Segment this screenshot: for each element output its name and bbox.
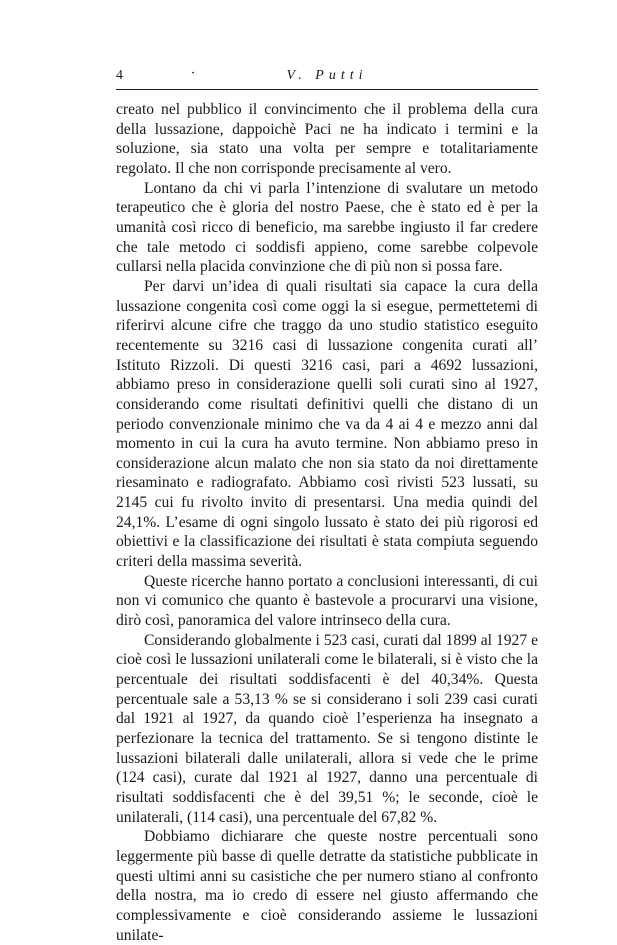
running-title: V. Putti [286, 68, 368, 83]
header-rule [116, 89, 538, 90]
paragraph-continuation: creato nel pubblico il convincimento che il problema della cura della lussazione, dappoichè Paci ne ha indicato i termini e la soluzione, sia stato una volta per sempre e totalitariamente regolato. Il che non corrisponde precisamente al vero. [116, 101, 538, 177]
running-header [116, 64, 538, 90]
paragraph: Dobbiamo dichiarare che queste nostre percentuali sono leggermente più basse di quelle detratte da statistiche pubblicate in questi ultimi anni su casistiche che per numero stiano al confronto della nostra, ma io credo di essere nel giusto affermando che complessivamente e cioè considerando assieme le lussazioni unilate- [116, 828, 538, 944]
body-text [116, 100, 538, 945]
paragraph: Queste ricerche hanno portato a conclusioni interessanti, di cui non vi comunico che quanto è bastevole a procurarvi una visione, dirò così, panoramica del valore intrinseco della cura. [116, 572, 538, 630]
paragraph: Considerando globalmente i 523 casi, curati dal 1899 al 1927 e cioè così le lussazioni unilaterali come le bilaterali, si è visto che la percentuale dei risultati soddisfacenti è del 40,34%. Questa percentuale sale a 53,13 % se si considerano i soli 239 casi curati dal 1921 al 1927, da quando cioè l’esperienza ha insegnato a perfezionare la tecnica del trattamento. Se si tengono distinte le lussazioni bilaterali dalle unilaterali, allora si vede che le prime (124 casi), curate dal 1921 al 1927, danno una percentuale di risultati soddisfacenti che è del 39,51 %; le seconde, cioè le unilaterali, (114 casi), una percentuale del 67,82 %. [116, 631, 538, 826]
header-separator: · [191, 66, 196, 81]
paragraph: Lontano da chi vi parla l’intenzione di svalutare un metodo terapeutico che è gloria del nostro Paese, che è stato ed è per la umanità così ricco di beneficio, ma sarebbe ingiusto il far credere che tale metodo ci soddisfi appieno, come sarebbe colpevole cullarsi nella placida convinzione che di più non si possa fare. [116, 179, 538, 276]
paragraph: Per darvi un’idea di quali risultati sia capace la cura della lussazione congenita così come oggi la si esegue, permettetemi di riferirvi alcune cifre che traggo da uno studio statistico eseguito recentemente su 3216 casi di lussazione congenita curati all’ Istituto Rizzoli. Di questi 3216 casi, pari a 4692 lussazioni, abbiamo preso in considerazione quelli soli curati sino al 1927, considerando come risultati definitivi quelli che distano di un periodo convenzionale minimo che va da 4 ai 4 e mezzo anni dal momento in cui la cura ha avuto termine. Non abbiamo preso in considerazione alcun malato che non sia stato da noi direttamente riesaminato e radiografato. Abbiamo così rivisti 523 lussati, su 2145 cui fu rivolto invito di presentarsi. Una media quindi del 24,1%. L’esame di ogni singolo lussato è stato dei più rigorosi ed obiettivi e la classificazione dei risultati è stata compiuta seguendo criteri della massima severità. [116, 277, 538, 571]
page-number: 4 [116, 68, 123, 83]
